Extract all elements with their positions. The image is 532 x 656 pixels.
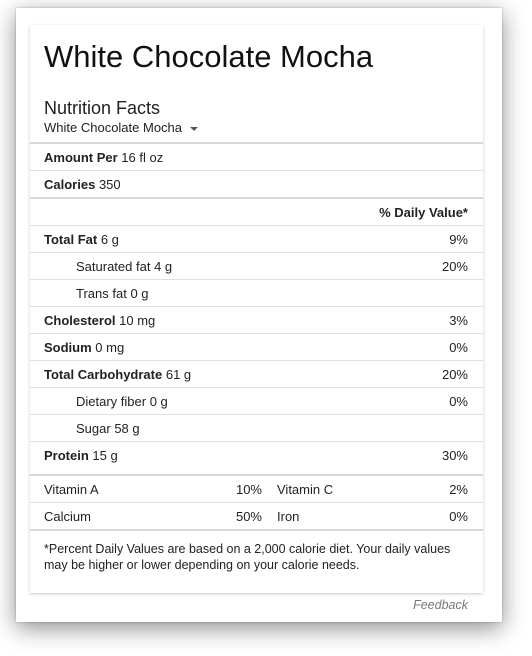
nutrient-label: Protein (44, 447, 89, 463)
nutrient-row-saturated-fat (30, 253, 483, 280)
nutrition-card (30, 25, 483, 593)
chevron-down-icon (190, 127, 198, 131)
serving-item-label: White Chocolate Mocha (44, 120, 183, 135)
vitamin-name: Calcium (30, 503, 194, 531)
calories-label: Calories (44, 176, 96, 192)
nutrient-amount: 58 g (114, 420, 140, 436)
nutrient-amount: 10 mg (119, 312, 156, 328)
nutrient-amount: 0 g (130, 285, 149, 301)
nutrient-dv: 0% (348, 334, 483, 361)
vitamin-pct: 50% (194, 503, 277, 531)
nutrient-row-sugar (30, 415, 483, 442)
nutrient-row-dietary-fiber (30, 388, 483, 415)
daily-value-header: % Daily Value* (379, 204, 468, 220)
nutrition-table (30, 142, 483, 468)
nutrient-dv: 0% (348, 388, 483, 415)
feedback-link[interactable]: Feedback (413, 598, 468, 612)
nutrient-dv (348, 415, 483, 442)
nutrient-amount: 0 mg (95, 339, 125, 355)
nutrient-row-protein (30, 442, 483, 469)
vitamin-name: Vitamin A (30, 475, 194, 503)
daily-value-header-row (30, 198, 483, 226)
nutrient-row-total-carbohydrate (30, 361, 483, 388)
nutrient-dv: 30% (348, 442, 483, 469)
nutrient-amount: 6 g (100, 231, 119, 247)
nutrient-amount: 4 g (154, 258, 173, 274)
nutrient-label: Trans fat (76, 285, 127, 301)
vitamin-row (30, 475, 483, 503)
nutrient-row-trans-fat (30, 280, 483, 307)
nutrient-label: Total Carbohydrate (44, 366, 163, 382)
nutrient-label: Cholesterol (44, 312, 116, 328)
vitamin-name: Iron (277, 503, 407, 531)
nutrient-label: Total Fat (44, 231, 98, 247)
calories-value: 350 (98, 176, 121, 192)
nutrient-dv: 20% (348, 253, 483, 280)
serving-item-dropdown[interactable] (44, 120, 198, 135)
daily-value-footnote: *Percent Daily Values are based on a 2,000 calorie diet. Your daily values may be higher or lower depending on your calorie needs. (44, 542, 451, 572)
nutrient-amount: 0 g (149, 393, 168, 409)
nutrient-label: Dietary fiber (76, 393, 147, 409)
nutrient-dv: 9% (348, 226, 483, 253)
vitamin-name: Vitamin C (277, 475, 407, 503)
nutrient-row-sodium (30, 334, 483, 361)
nutrient-amount: 61 g (165, 366, 192, 382)
vitamin-pct: 10% (194, 475, 277, 503)
vitamin-pct: 0% (407, 503, 483, 531)
calories-row (30, 171, 483, 199)
nutrient-label: Sugar (76, 420, 111, 436)
vitamins-table (30, 474, 483, 531)
nutrient-label: Saturated fat (76, 258, 151, 274)
nutrient-dv (348, 280, 483, 307)
nutrition-facts-heading: Nutrition Facts (44, 98, 161, 118)
amount-per-label: Amount Per (44, 149, 118, 165)
amount-per-row (30, 143, 483, 171)
vitamin-row (30, 503, 483, 531)
nutrient-amount: 15 g (92, 447, 118, 463)
nutrient-row-total-fat (30, 226, 483, 253)
nutrient-dv: 20% (348, 361, 483, 388)
nutrient-dv: 3% (348, 307, 483, 334)
page-title: White Chocolate Mocha (44, 39, 374, 74)
nutrient-label: Sodium (44, 339, 92, 355)
vitamin-pct: 2% (407, 475, 483, 503)
nutrient-row-cholesterol (30, 307, 483, 334)
amount-per-value: 16 fl oz (121, 149, 164, 165)
